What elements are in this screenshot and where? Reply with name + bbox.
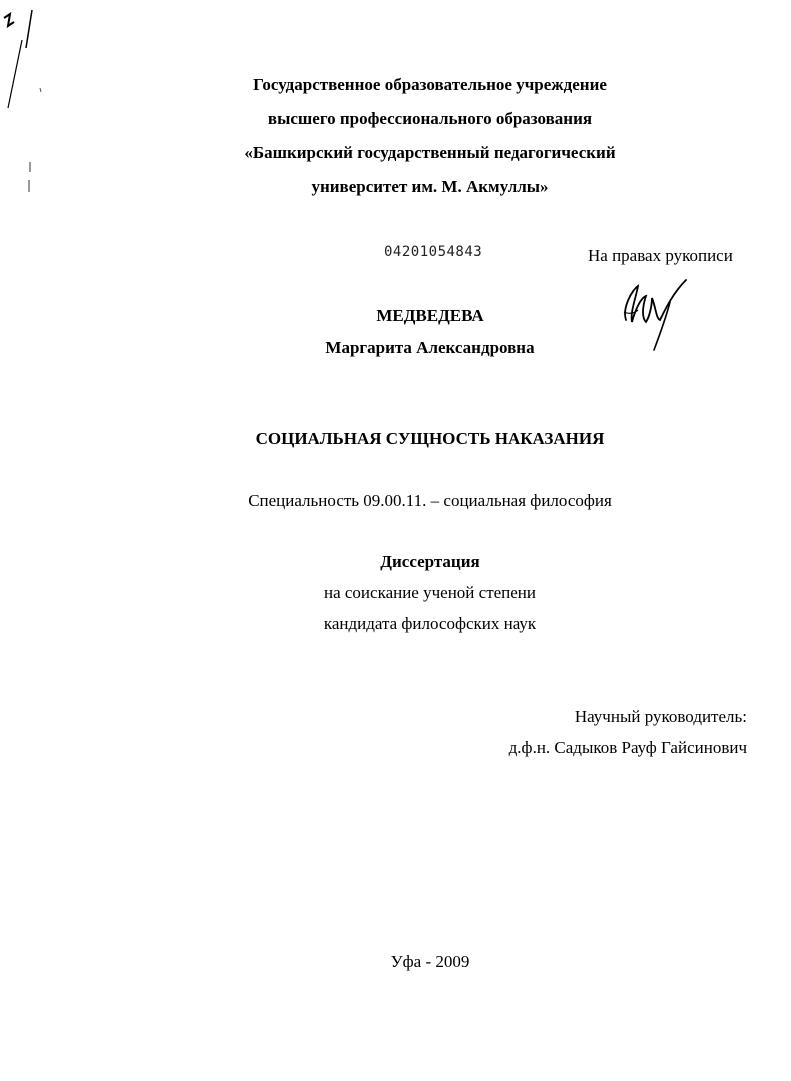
institution-block <box>0 75 791 211</box>
supervisor-label: Научный руководитель: <box>574 707 747 726</box>
institution-line-2: высшего профессионального образования <box>267 109 593 128</box>
institution-line-3: «Башкирский государственный педагогический <box>244 143 616 162</box>
author-surname: МЕДВЕДЕВА <box>376 306 484 325</box>
work-type-line-2: кандидата философских наук <box>323 614 537 633</box>
specialty-line: Специальность 09.00.11. – социальная философия <box>248 491 612 510</box>
author-name: Маргарита Александровна <box>325 338 535 357</box>
work-type-heading: Диссертация <box>380 552 480 571</box>
dissertation-title: СОЦИАЛЬНАЯ СУЩНОСТЬ НАКАЗАНИЯ <box>255 429 605 448</box>
institution-line-1: Государственное образовательное учреждение <box>253 75 607 94</box>
work-type-line-1: на соискание ученой степени <box>323 583 537 602</box>
manuscript-rights-label: На правах рукописи <box>588 246 733 265</box>
institution-line-4: университет им. М. Акмуллы» <box>311 177 549 196</box>
inventory-number: 04201054843 <box>384 244 483 260</box>
supervisor-name: д.ф.н. Садыков Рауф Гайсинович <box>508 738 747 757</box>
city-year: Уфа - 2009 <box>390 952 470 971</box>
